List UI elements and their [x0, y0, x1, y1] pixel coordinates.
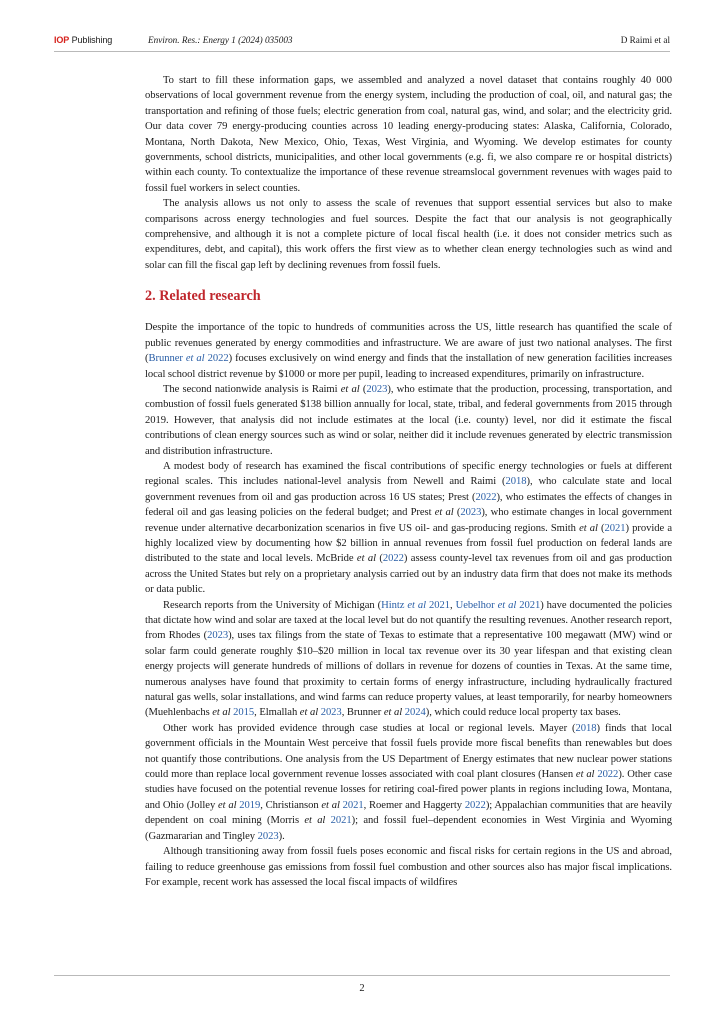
paragraph-intro-analysis: The analysis allows us not only to assess the scale of revenues that support essential services but also to make comparisons across energy technologies and fuel sources. Despite the fact that our analysis is not geographically comprehensive, and although it is not a complete picture of local fiscal health (i.e. it does not consider metrics such as expenditures, debt, and capital), this work offers the first view as to whether clean energy technologies such as wind and solar can fill the fiscal gap left by declining revenues from fossil fuels. [145, 198, 672, 271]
journal-citation: Environ. Res.: Energy 1 (2024) 035003 [148, 35, 293, 45]
publisher-mark: IOP [54, 35, 70, 45]
running-header [54, 33, 670, 47]
publisher-logo[interactable] [54, 33, 112, 47]
author-running-head: D Raimi et al [620, 35, 670, 45]
header-divider [54, 51, 670, 52]
article-body [145, 73, 672, 890]
citation-link[interactable]: 2022 [382, 553, 404, 565]
paragraph-related-5: Other work has provided evidence through case studies at local or regional levels. Mayer (2018) finds that local government officials in the Mountain West perceive that fossil fuels provide more fiscal benefits than renewables but does not quantify those contributions. One analysis from the US Department of Energy estimates that new nuclear power stations could more than replace local government revenue losses associated with coal plant closures (Hansen et al 2022). Other case studies have focused on the potential revenue losses for retiring coal-fired power plants in regions including Iowa, Montana, and Ohio (Jolley et al 2019, Christianson et al 2021, Roemer and Haggerty 2022); Appalachian communities that are heavily dependent on coal mining (Morris et al 2021); and fossil fuel–dependent economies in West Virginia and Wyoming (Gazmararian and Tingley 2023). [145, 722, 673, 842]
citation-link[interactable]: 2022 [594, 769, 619, 781]
citation-link[interactable]: 2024 [402, 707, 426, 719]
citation-link[interactable]: 2021 [325, 815, 352, 827]
paragraph-related-2: The second nationwide analysis is Raimi et al (2023), who estimate that the production, processing, transportation, and combustion of fossil fuels generated $138 billion annually for local, state, tribal, and federal governments from 2015 through 2019. However, that analysis did not include estimates at the local (i.e. county) level, nor did it estimate the fiscal contributions of clean energy sources such as wind or solar, neither did it include revenues generated by electric transmission and distribution infrastructure. [145, 383, 673, 457]
paragraph-related-1: Despite the importance of the topic to hundreds of communities across the US, little research has quantified the scale of public revenues generated by energy commodities and infrastructure. We are aware of just two national analyses. The first (Brunner et al 2022) focuses exclusively on wind energy and finds that the installation of new generation facilities increases local school district revenue by $1000 or more per pupil, leading to increased expenditures, primarily on infrastructure. [145, 322, 673, 380]
paragraph-intro-data: To start to fill these information gaps, we assembled and analyzed a novel dataset that contains roughly 40 000 observations of local government revenue from the energy system, including the production of coal, oil, and natural gas; the transportation and refining of those fuels; electric generation from coal, natural gas, wind, and solar; and the electricity grid. Our data cover 79 energy-producing counties across 10 leading energy-producing states: Alaska, California, Colorado, Montana, North Dakota, New Mexico, Ohio, Texas, West Virginia, and Wyoming. We develop estimates for county governments, school districts, municipalities, and other local governments (e.g. fi, we also compare re or hospital districts) within each county. To contextualize the importance of these revenue streamslocal government revenues with wages paid to fossil fuel workers in select counties. [145, 75, 672, 194]
citation-link[interactable]: Brunner et al 2022 [148, 353, 229, 365]
publisher-label: Publishing [71, 35, 113, 45]
paragraph-related-4: Research reports from the University of Michigan (Hintz et al 2021, Uebelhor et al 2021) have documented the policies that dictate how wind and solar are taxed at the local level but do not quantify the resulting revenues. Another research report, from Rhodes (2023), uses tax filings from the state of Texas to estimate that a representative 100 megawatt (MW) wind or solar farm could generate roughly $10–$20 million in local tax revenue over its 30 year lifespan and that existing clean energy projects will generate hundreds of millions of dollars in revenue for dozens of counties in Texas. At the same time, numerous analyses have found that proximity to certain forms of energy infrastructure, including hydraulically fractured natural gas wells, solar installations, and wind farms can reduce property values, at least temporarily, for nearby homeowners (Muehlenbachs et al 2015, Elmallah et al 2023, Brunner et al 2024), which could reduce local property tax bases. [145, 599, 673, 719]
paragraph-related-3: A modest body of research has examined the fiscal contributions of specific energy technologies or fuels at different regional scales. This includes national-level analysis from Newell and Raimi (2018), who calculate state and local government revenues from oil and gas production across 16 US states; Prest (2022), who estimates the effects of changes in federal oil and gas leasing policies on the federal budget; and Prest et al (2023), who estimate changes in local government revenue under alternative decarbonization scenarios in five US oil- and gas-producing regions. Smith et al (2021) provide a highly localized view by documenting how $2 billion in annual revenues from fossil fuel production on federal lands are distributed to the state and local levels. McBride et al (2022) assess county-level tax revenues from oil and gas production across the United States but rely on a proprietary analysis carried out by an industry data firm that does not make its methods or data public. [145, 460, 672, 596]
citation-link[interactable]: 2022 [475, 491, 497, 503]
citation-link[interactable]: 2023 [460, 507, 482, 519]
citation-link[interactable]: 2018 [505, 476, 527, 488]
citation-link[interactable]: 2015 [230, 707, 255, 719]
section-heading: 2. Related research [145, 288, 261, 305]
citation-link[interactable]: 2018 [575, 722, 597, 734]
citation-link[interactable]: 2022 [464, 799, 486, 811]
citation-link[interactable]: Uebelhor et al 2021 [455, 599, 541, 611]
citation-link[interactable]: 2021 [339, 799, 364, 811]
citation-link[interactable]: 2023 [207, 630, 229, 642]
page-number: 2 [359, 983, 365, 994]
paragraph-related-6: Although transitioning away from fossil fuels poses economic and fiscal risks for certain regions in the US and abroad, failing to reduce greenhouse gas emissions from fossil fuel combustion and other sources also has major fiscal implications. For example, recent work has assessed the local fiscal impacts of wildfires [145, 846, 672, 888]
footer-divider [54, 975, 670, 976]
citation-link[interactable]: 2023 [318, 707, 342, 719]
citation-link[interactable]: 2023 [257, 830, 279, 842]
citation-link[interactable]: 2023 [366, 383, 388, 395]
citation-link[interactable]: 2021 [604, 522, 626, 534]
citation-link[interactable]: 2019 [236, 799, 261, 811]
citation-link[interactable]: Hintz et al 2021 [381, 599, 451, 611]
